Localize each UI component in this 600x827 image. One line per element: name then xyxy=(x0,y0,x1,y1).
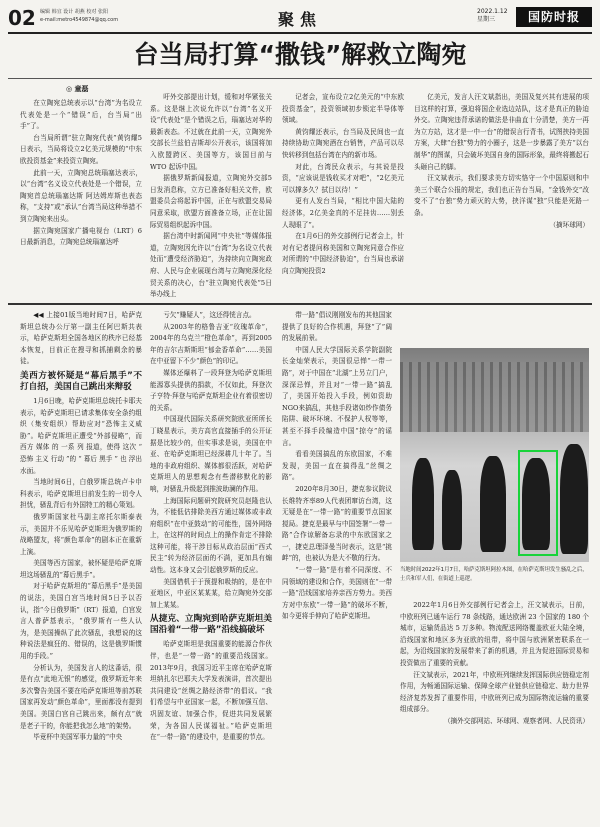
article-divider xyxy=(8,303,592,305)
paragraph: 哈萨克斯坦是我国重要的能源合作伙伴，也是“一带一路”的重要沿线国家。2013年9月，我国习近平主席在哈萨克斯坦纳扎尔巴耶夫大学发表演讲，首次提出共同建设“丝绸之路经济带”的倡议。“我们希望与中亚国家一起，不断加强互信、巩固友谊、加强合作，促进共同发展繁荣，为各国人民谋福祉。”哈萨克斯坦在“一带一路”的建设中，是重要的节点。 xyxy=(150,640,272,742)
subheading: 美西方被怀疑是“幕后黑手”不打自招，美国自己跳出来辩驳 xyxy=(20,370,142,392)
headline-divider xyxy=(8,78,592,79)
paragraph: 汪文斌表示，2021年，中欧班列继续发挥国际供应链稳定剂作用，为畅通国际运输、保障全球产业链供应链稳定、助力世界经济复苏发挥了重要作用，中欧班列已成为国际物流运输的重要组成部分。 xyxy=(400,670,589,714)
paragraph: 在立陶宛总统表示以“台湾”为名设立代表处是一个“错误”后，台当局“出手”了。 xyxy=(20,99,142,131)
paragraph: 美国借机于于预提和吸纳的，是在中亚地区，中亚区某某某，给立陶宛外交部加上某某。 xyxy=(150,577,272,609)
paragraph: 美国等西方国家，被怀疑是哈萨克斯坦这场骚乱的“幕后黑手”。 xyxy=(20,559,142,579)
paragraph: 2022年1月6日外交部例行记者会上，汪文斌表示，日前，中欧班列已通车运行 78 条线路，通达欧洲 23 个国家的 180 个城市，运输货品达 5 万多种。物流配送网络覆盖欧亚大陆全境，沿线国家和地区多为亚欧的纽带，将中国与欧洲紧密联系在一起，为沿线国家的发展带来了新的机遇，并且为促进国际贸易和投资做出了重要的贡献。 xyxy=(400,601,589,667)
paragraph: 媒体还爆料了一段拜登为哈萨克斯坦能源寡头提供的捐款，不仅如此，拜登次子亨特·拜登与哈萨克斯坦企业有着很密切的关系。 xyxy=(150,368,272,412)
paragraph: 毕竟杯中美国军事力量的“中央 xyxy=(33,733,123,742)
paragraph: 记者会，宣布设立2亿美元的“中东欧投资基金”，投资领域初步锁定半导体等领域。 xyxy=(282,93,404,125)
article1-source: （摘环球网） xyxy=(549,220,589,229)
continued-tag: ◀◀ 上接01版 xyxy=(33,311,76,319)
photo-soldier xyxy=(560,444,588,554)
issue-date xyxy=(477,8,508,24)
paragraph: 此前一天，立陶宛总统瑙塞达表示，以“台湾”名义设立代表处是一个错误，立陶宛首总统瑙塞达斯 阿达姆库斯也表态称，“支持”或“承认”台湾当局这种举措不到立陶宛来出头。 xyxy=(20,168,142,223)
paragraph: 据俄罗斯新闻报道，立陶宛外交部5日发消息称，立方已准备好相关文件，欧盟委员会将起诉中国，正在与欧盟交易局同意采取，欧盟方面准备立场，正在让国际贸易组织起诉中国。 xyxy=(150,174,272,229)
photo-caption: 当地时间2022年1月7日，哈萨克斯坦阿拉木图，在哈萨克斯坦发生骚乱之后，士兵和军人们，在街道上巡逻。 xyxy=(400,567,588,582)
paragraph: 汪文斌表示，我们要求美方切实恪守一个中国原则和中美三个联合公报的规定，我们也正告台当局，“金钱外交”改变不了“台独”势力顽灭的大势，挟洋谋“独”只能是死路一条。 xyxy=(414,174,589,217)
news-photo xyxy=(400,348,589,562)
article2-column-3 xyxy=(282,310,392,820)
paragraph: 吁外交部提出计划，缓和对华紧张关系。这是继上次说允许以“台湾”名义开设“代表处”是个错误之后，瑙塞达对华的最新表态。不过就在此前一天，立陶宛外交部长兰兹伯吉斯却公开表示，该国将加入欧盟跨区、美国等方，该国目前与 WTO 起诉中国。 xyxy=(150,93,272,171)
paragraph: 1月6日晚，哈萨克斯坦总统托卡耶夫表示，哈萨克斯坦已请求集体安全条约组织（集安组织）帮助应对“恐怖主义威胁”。哈萨克斯坦正遭受“外部侵略”，而 西方 媒体 的 一系 列 报道，使得 这次 “ 恐怖 主义 行动 ”的 “ 幕后 黑手 ” 也 浮出 水面。 xyxy=(20,396,142,475)
paragraph: 分析认为，美国发言人的这番话，很是有点“此地无银”的感觉，俄罗斯近年来多次警告美国不要在哈萨克斯坦等前苏联国家再发动“颜色革命”，里面都没有提到美国。美国白宫自己跳出来，颇有点“就是老子干的，你能把我怎么地”的架势。 xyxy=(20,663,142,730)
section-title: 聚焦 xyxy=(277,10,322,29)
paragraph: 看看美国搞乱的东欧国家，不难发现，美国一直在搞得乱“丝绸之路”。 xyxy=(282,450,392,482)
subheading: 从捷克、立陶宛到哈萨克斯坦美国沿着“一带一路”沿线搞破坏 xyxy=(150,614,272,636)
article2-column-2 xyxy=(150,310,272,820)
paragraph: 俄罗斯国家杜马副主席托尔斯泰表示，美国并不乐见哈萨克斯坦为俄罗斯的战略盟友，将“颜色革命”的剧本正在重新上演。 xyxy=(20,512,142,556)
article2-column-4 xyxy=(400,600,589,822)
page-number: 02 xyxy=(8,6,36,30)
paragraph: 对于哈萨克斯坦的“幕后黑手”是美国的说法，美国白宫当地时间5日予以否认，指“今日俄罗斯”（RT）报道，白宫发言人普萨基表示，“俄罗斯有一些人认为，是美国操纵了此次骚乱，我想说的这种说法是疯狂的、错误的，这是俄罗斯惯用的手段。” xyxy=(20,582,142,661)
editor-email: e-mail:metro4549874@qq.com xyxy=(40,17,119,23)
editor-names: 编辑 韩宜 设计 胡燕 校对 张阳 xyxy=(40,9,108,15)
article1-column-2 xyxy=(150,92,272,298)
masthead-logo: 国防时报 xyxy=(516,7,592,27)
weekday-text: 星期三 xyxy=(477,16,496,23)
article1-column-1 xyxy=(20,98,142,298)
photo-soldier xyxy=(480,456,506,552)
paragraph: 亿美元，发言人汪文斌指出，美国及复兴其有进展的项目这样的打算，强迫将国企业选边站队，这才是真正的胁迫外交。立陶宛违背承诺的做法是非曲直十分清楚，美方一再为立方站，这才是一中一台”的错误言行背书，试图挟持美国方案，大肆“台独”势力的小圈子，这是一步暴露了美方“以台制华”的图谋，只会破坏美国自身的国际形象，最终将搬起石头砸自己的脚。 xyxy=(414,93,589,171)
date-text: 2022.1.12 xyxy=(477,8,508,15)
photo-highlight-box xyxy=(518,450,558,556)
article1-column-3 xyxy=(282,92,404,298)
photo-soldier xyxy=(442,470,462,550)
paragraph: 从2003年的格鲁吉亚“玫瑰革命”，2004年的乌克兰“橙色革命”，再到2005年的吉尔吉斯斯坦“郁金香革命”……美国在中亚留下不少“颜色”的印记。 xyxy=(150,322,272,366)
paragraph: 当地时间6日，白俄罗斯总统卢卡申科表示，哈萨克斯坦目前发生的一切令人担忧，骚乱背后有外国特工的精心策划。 xyxy=(20,478,142,510)
paragraph: “一带一路”是有着不同深度、不同领域的建设和合作，美国则在“一带一路”沿线国家培养亲西方势力。美西方对中东欧“一带一路”的破坏不断，如今更将手伸向了哈萨克斯坦。 xyxy=(282,566,392,621)
paragraph: 中国人民大学国际关系学院副院长金灿荣表示，美国很忌惮“一带一路”，对于中国在“北湖”上另立门户，深深忌惮，并且对“一带一路”搞乱了，美国开始投入手段，例如资助NGO来搞乱，其他手段诸如炒作债务陷阱、破坏环境、不保护人权等等，甚至不择手段编造中国“掠夺”的谣言。 xyxy=(282,345,392,447)
paragraph: 台当局所谓“驻立陶宛代表”黄钧耀5日表示，当局将设立2亿美元规模的“中东欧投资基金”来投资立陶宛。 xyxy=(20,133,142,165)
paragraph: 据台湾中时新闻网“中央社”等媒体报道，立陶宛因允许以“台湾”为名设立代表处而“遭受经济胁迫”，为持续向立陶宛政府、人民与企业展现台湾与立陶宛深化经贸关系的决心，台“驻立陶宛代表处”5日举办线上 xyxy=(150,232,272,298)
paragraph: 对此，台湾民众表示，与其说是投资，“应该说是钱收买才对吧”，“2亿美元可以撑多久？拭目以待！” xyxy=(282,162,404,194)
paragraph: 带一路”倡议刚刚发布的其他国家提供了良好的合作机遇，拜登“了”阔的发展前景。 xyxy=(282,311,392,343)
paragraph xyxy=(20,310,142,368)
photo-building xyxy=(400,362,589,432)
paragraph: 在1月6日的外交部例行记者会上，针对有记者提问称美国和立陶宛同意合作应对所谓的“中国经济胁迫”，台当局也承诺向立陶宛投资2 xyxy=(282,232,404,275)
photo-soldier xyxy=(412,458,434,550)
main-headline: 台当局打算“撒钱”解救立陶宛 xyxy=(133,40,467,69)
paragraph: 中国现代国际关系研究院欧亚所所长丁晓星表示，美方高官直接插手的公开证据是比较少的，但实事求是说，美国在中亚、在哈萨克斯坦已经深耕几十年了。当地的非政府组织、媒体都很活跃，对哈萨克斯坦人的思想观念有些潜移默化的影响，对骚乱升级起到推波助澜的作用。 xyxy=(150,415,272,493)
paragraph: 2020年8月30日，捷克参议院议长维特齐率89人代表团窜访台湾，这无疑是在“一带一路”的重要节点国家搅局。捷克是最早与中国签署“一带一路”合作谅解备忘录的中东欧国家之一，捷克总理泽曼当时表示，这是“挑衅”的，也被认为是大不敬的行为。 xyxy=(282,484,392,563)
article2-column-1 xyxy=(20,310,142,820)
paragraph: 据立陶宛国家广播电视台（LRT）6日最新消息，立陶宛总统瑙塞达呼 xyxy=(20,226,142,247)
paragraph: 上海国际问题研究院研究员赵隆也认为，不能低估排除美西方通过媒体或非政府组织“在中亚鼓动”的可能性，国外网络上，在这样的时间点上的操作肯定不排除这种可能，将干涉目标从政治层面“西式民主”转为经济层面的不满，更加具有煽动性。这本身又会引起俄罗斯的反应。 xyxy=(150,496,272,575)
paragraph-text: 当地时间7日，哈萨克斯坦总统办公厅第一副主任阿巴斯共表示，哈萨克斯坦全国各地区的秩序已经基本恢复，目前正在搜寻和抓捕剩余的暴徒。 xyxy=(20,311,142,366)
page-header xyxy=(8,6,592,34)
paragraph: 亏欠”赚疑人”，这还得恍言点。 xyxy=(163,311,256,319)
paragraph: 黄钧耀还表示，台当局及民间也一直持续协助立陶宛酒在台销售，产品可以尽快转移到包括台湾在内的新市场。 xyxy=(282,127,404,159)
article-author: ◎ 童磊 xyxy=(66,84,89,93)
paragraph: 更有人发台当局，“相比中国大陆的经济体，2亿美金真的不足挂齿……别丢人现眼了”。 xyxy=(282,197,404,229)
article2-source: （摘外交部网站、环球网、观察者网、人民资讯） xyxy=(443,716,589,725)
article1-column-4 xyxy=(414,92,589,298)
